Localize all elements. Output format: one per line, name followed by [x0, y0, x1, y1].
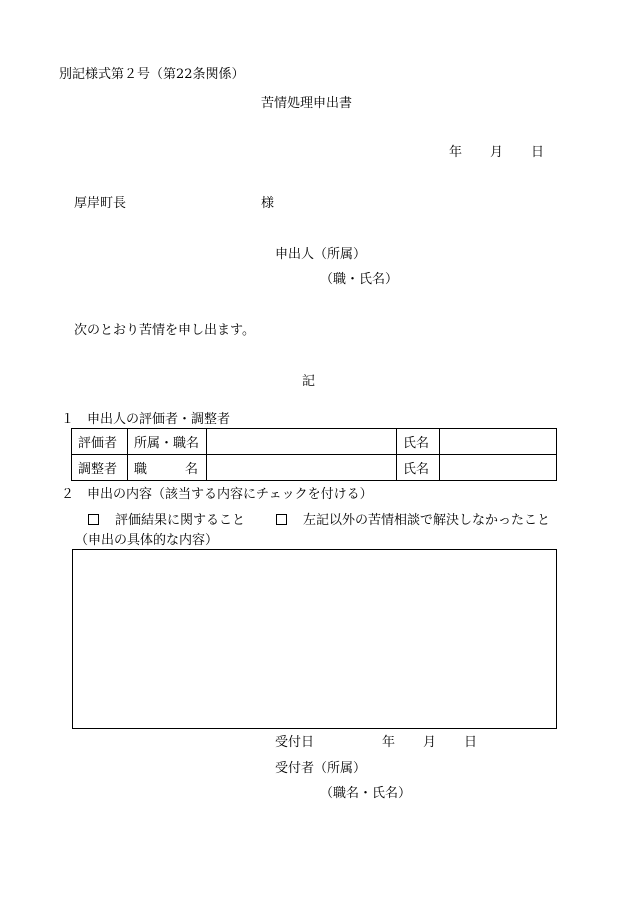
evaluator-table [71, 428, 557, 481]
field-label-part: 職 [134, 462, 148, 477]
role-cell: 調整者 [72, 455, 128, 481]
field-value-cell[interactable] [207, 429, 397, 455]
name-label-cell: 氏名 [397, 429, 440, 455]
checkbox-icon[interactable] [88, 514, 99, 525]
date-day: 日 [531, 145, 545, 160]
receipt-day: 日 [464, 735, 478, 750]
addressee-name: 厚岸町長 [74, 196, 127, 211]
role-cell: 評価者 [72, 429, 128, 455]
option-label: 評価結果に関すること [115, 513, 246, 528]
checkbox-icon[interactable] [276, 514, 287, 525]
receipt-date-label: 受付日 [275, 735, 315, 750]
name-label-cell: 氏名 [397, 455, 440, 481]
detail-label: （申出の具体的な内容） [75, 533, 219, 548]
section1-heading: １ 申出人の評価者・調整者 [61, 412, 231, 427]
ki-heading: 記 [302, 374, 316, 389]
receiver-position-label: （職名・氏名） [320, 786, 412, 801]
name-value-cell[interactable] [440, 429, 557, 455]
field-label-cell: 所属・職名 [128, 429, 207, 455]
table-row [72, 455, 557, 481]
option-label: 左記以外の苦情相談で解決しなかったこと [303, 513, 551, 528]
table-row [72, 429, 557, 455]
applicant-position-label: （職・氏名） [320, 272, 399, 287]
receipt-month: 月 [423, 735, 437, 750]
option-evaluation-result[interactable] [88, 513, 245, 529]
name-value-cell[interactable] [440, 455, 557, 481]
intro-text: 次のとおり苦情を申し出ます。 [74, 323, 255, 338]
option-other-complaint[interactable] [276, 513, 550, 529]
date-month: 月 [490, 145, 504, 160]
page-title: 苦情処理申出書 [261, 96, 353, 111]
field-label-cell [128, 455, 207, 481]
detail-textbox[interactable] [72, 549, 557, 729]
section2-heading: ２ 申出の内容（該当する内容にチェックを付ける） [61, 487, 373, 502]
receipt-year: 年 [382, 735, 396, 750]
field-label-part: 名 [184, 462, 198, 477]
form-number: 別記様式第２号（第22条関係） [59, 67, 245, 82]
addressee-honorific: 様 [261, 196, 275, 211]
applicant-affiliation-label: 申出人（所属） [275, 247, 367, 262]
field-value-cell[interactable] [207, 455, 397, 481]
date-year: 年 [449, 145, 463, 160]
receiver-affiliation-label: 受付者（所属） [275, 761, 367, 776]
